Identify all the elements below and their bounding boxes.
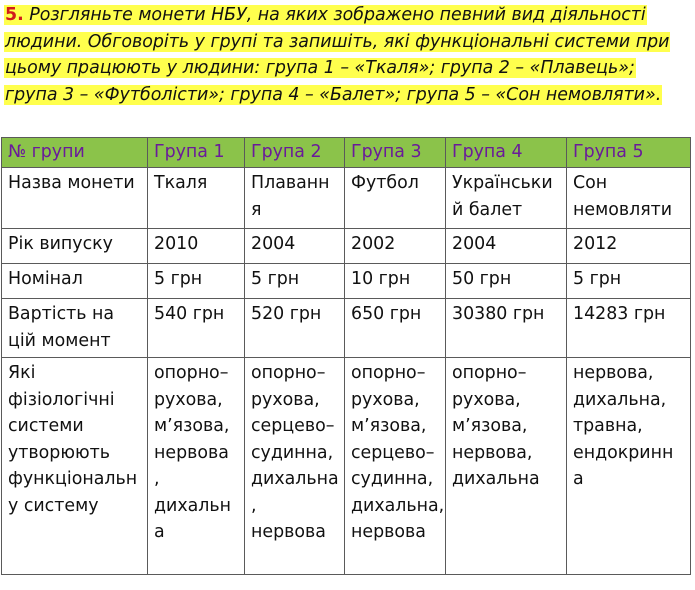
table-cell: 5 грн <box>245 264 345 299</box>
table-cell: опорно– рухова, серцево– судинна, дихальна , нервова <box>245 358 345 575</box>
table-row-year <box>2 229 691 264</box>
table-cell: Ткаля <box>148 168 245 229</box>
table-cell: 520 грн <box>245 299 345 358</box>
table-row-coin-name <box>2 168 691 229</box>
row-label: Назва монети <box>2 168 148 229</box>
table-cell: 2004 <box>446 229 567 264</box>
header-group-1: Група 1 <box>148 138 245 168</box>
header-group-4: Група 4 <box>446 138 567 168</box>
header-group-number: № групи <box>2 138 148 168</box>
table-cell: 2012 <box>567 229 691 264</box>
table-cell: 14283 грн <box>567 299 691 358</box>
row-label: Рік випуску <box>2 229 148 264</box>
row-label: Номінал <box>2 264 148 299</box>
table-cell: Сон немовляти <box>567 168 691 229</box>
table-cell: 5 грн <box>567 264 691 299</box>
header-group-5: Група 5 <box>567 138 691 168</box>
table-cell: 2004 <box>245 229 345 264</box>
header-group-3: Група 3 <box>345 138 446 168</box>
coins-table <box>1 137 691 575</box>
table-cell: 50 грн <box>446 264 567 299</box>
header-group-2: Група 2 <box>245 138 345 168</box>
table-row-nominal <box>2 264 691 299</box>
table-cell: 2010 <box>148 229 245 264</box>
table-cell: Футбол <box>345 168 446 229</box>
table-cell: опорно– рухова, м’язова, нервова, дихальна <box>446 358 567 575</box>
task-statement: Розгляньте монети НБУ, на яких зображено певний вид діяльності людини. Обговоріть у групі та запишіть, які функціональні системи при цьому працюють у людини: група 1 – «Ткаля»; група 2 – «Плавець»; група 3 – «Футболісти»; група 4 – «Балет»; група 5 – «Сон немовляти». <box>5 5 670 105</box>
table-cell: 30380 грн <box>446 299 567 358</box>
table-cell: 650 грн <box>345 299 446 358</box>
row-label: Які фізіологічні системи утворюють функціональн у систему <box>2 358 148 575</box>
table-cell: Плаванн я <box>245 168 345 229</box>
task-number: 5. <box>5 5 24 25</box>
row-label: Вартість на цій момент <box>2 299 148 358</box>
table-cell: опорно– рухова, м’язова, нервова , дихальн а <box>148 358 245 575</box>
table-cell: нервова, дихальна, травна, ендокринн а <box>567 358 691 575</box>
table-header-row <box>2 138 691 168</box>
table-cell: 5 грн <box>148 264 245 299</box>
table-cell: 10 грн <box>345 264 446 299</box>
table-row-systems <box>2 358 691 575</box>
task-text-block <box>4 2 692 108</box>
table-cell: опорно– рухова, м’язова, серцево– судинна, дихальна, нервова <box>345 358 446 575</box>
table-cell: Українськи й балет <box>446 168 567 229</box>
table-cell: 2002 <box>345 229 446 264</box>
table-row-current-value <box>2 299 691 358</box>
table-cell: 540 грн <box>148 299 245 358</box>
